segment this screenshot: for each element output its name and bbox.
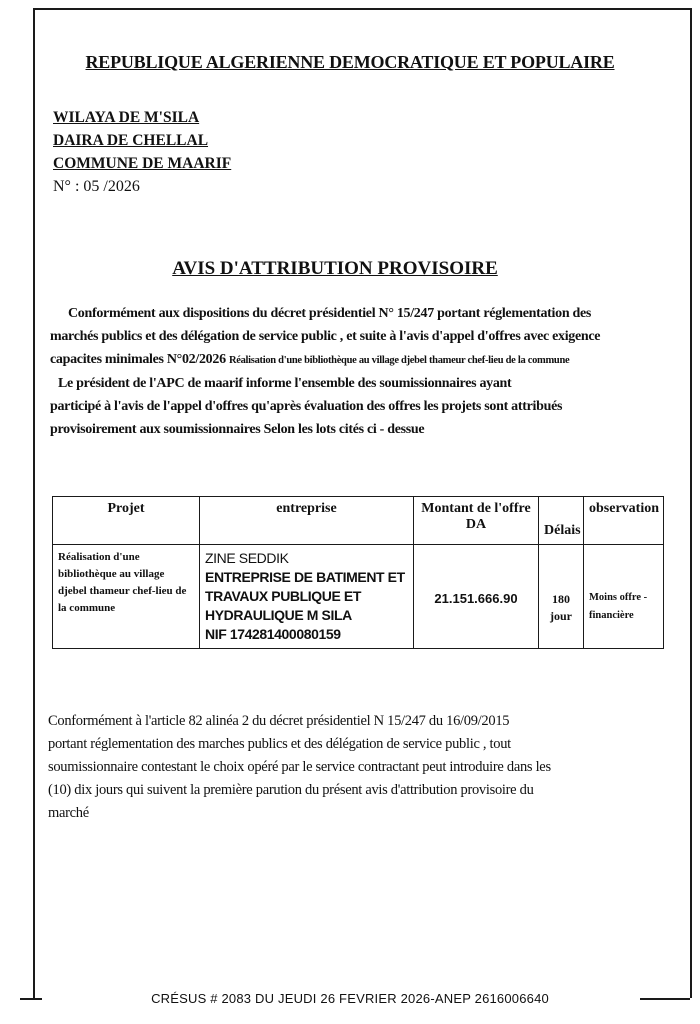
intro-line: provisoirement aux soumissionnaires Selon les lots cités ci - dessue — [50, 422, 425, 437]
table-header-row — [53, 497, 664, 545]
closing-paragraph — [48, 710, 648, 825]
delais-unit: jour — [550, 609, 572, 623]
cell-projet: Réalisation d'une bibliothèque au village djebel thameur chef-lieu de la commune — [53, 545, 200, 649]
company-line: ENTREPRISE DE BATIMENT ET — [205, 569, 405, 585]
header-montant — [414, 497, 539, 545]
project-name-inline: Réalisation d'une bibliothèque au village djebel thameur chef-lieu de la commune — [228, 355, 570, 366]
header-projet: Projet — [53, 497, 200, 545]
cell-delais — [539, 545, 584, 649]
intro-line: Conformément aux dispositions du décret présidentiel N° 15/247 portant réglementation des — [68, 306, 592, 321]
delais-value: 180 — [552, 592, 570, 606]
table-row — [53, 545, 664, 649]
intro-line: marchés publics et des délégation de service public , et suite à l'avis d'appel d'offres avec exigence — [50, 329, 601, 344]
republic-title: REPUBLIQUE ALGERIENNE DEMOCRATIQUE ET POPULAIRE — [85, 52, 615, 72]
notice-title: AVIS D'ATTRIBUTION PROVISOIRE — [172, 258, 498, 279]
intro-paragraph — [50, 302, 650, 441]
intro-line: participé à l'avis de l'appel d'offres qu'après évaluation des offres les projets sont attribués — [50, 399, 563, 414]
notice-number: N° : 05 /2026 — [53, 178, 140, 195]
closing-line: portant réglementation des marches publics et des délégation de service public , tout — [48, 736, 511, 752]
closing-line: Conformément à l'article 82 alinéa 2 du décret présidentiel N 15/247 du 16/09/2015 — [48, 713, 510, 729]
intro-line: Le président de l'APC de maarif informe l'ensemble des soumissionnaires ayant — [58, 376, 512, 391]
footer-reference: CRÉSUS # 2083 DU JEUDI 26 FEVRIER 2026-ANEP 2616006640 — [151, 991, 549, 1006]
header-montant-unit: DA — [465, 517, 487, 532]
wilaya-label: WILAYA DE M'SILA — [53, 109, 200, 126]
cell-observation: Moins offre - financière — [584, 545, 664, 649]
closing-line: marché — [48, 805, 89, 821]
closing-line: (10) dix jours qui suivent la première parution du présent avis d'attribution provisoire du — [48, 782, 534, 798]
header-entreprise: entreprise — [200, 497, 414, 545]
intro-line-part: capacites minimales N°02/2026 — [50, 352, 229, 367]
header-observation: observation — [584, 497, 664, 545]
company-line: TRAVAUX PUBLIQUE ET — [205, 588, 361, 604]
commune-label: COMMUNE DE MAARIF — [53, 155, 232, 172]
cell-entreprise — [200, 545, 414, 649]
closing-line: soumissionnaire contestant le choix opéré par le service contractant peut introduire dans les — [48, 759, 551, 775]
company-nif: NIF 174281400080159 — [205, 626, 341, 642]
header-delais: Délais — [539, 497, 584, 545]
header-montant-label: Montant de l'offre — [421, 501, 531, 516]
award-table — [52, 496, 664, 649]
daira-label: DAIRA DE CHELLAL — [53, 132, 209, 149]
intro-line — [50, 348, 650, 372]
company-line: HYDRAULIQUE M SILA — [205, 607, 352, 623]
administration-block — [53, 106, 231, 198]
cell-montant: 21.151.666.90 — [414, 545, 539, 649]
company-owner: ZINE SEDDIK — [205, 550, 289, 566]
